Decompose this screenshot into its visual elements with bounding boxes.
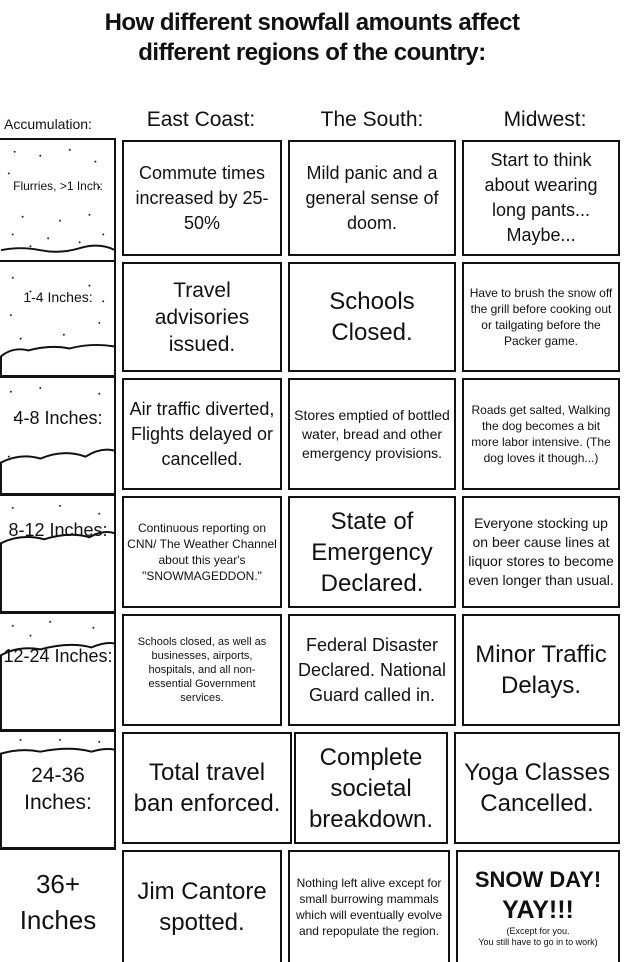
cell-east-coast — [122, 614, 282, 726]
accumulation-label — [0, 406, 116, 431]
cell-east-coast — [122, 378, 282, 490]
accumulation-label — [0, 866, 116, 938]
accumulation-line-1: 1-4 — [23, 289, 44, 305]
accumulation-line-2: Inches: — [24, 791, 92, 814]
cell-east-coast — [122, 850, 282, 962]
cell-text: Schools Closed. — [329, 288, 415, 346]
accumulation-line-2: >1 Inch: — [59, 179, 103, 193]
note-line-2: You still have to go in to work) — [478, 937, 598, 947]
cell-text: Nothing left alive except for small burrowing mammals which will eventually evolve and repopulate the region. — [295, 876, 443, 938]
accumulation-line-1: 12-24 — [3, 646, 50, 666]
header-accumulation: Accumulation: — [4, 116, 92, 132]
header-midwest: Midwest: — [503, 108, 587, 131]
note-line-1: (Except for you. — [506, 926, 570, 936]
cell-text: Yoga Classes Cancelled. — [464, 759, 610, 817]
accumulation-line-1: Flurries, — [13, 179, 57, 193]
cell-text: Travel advisories issued. — [154, 278, 250, 356]
accumulation-line-2: Inches: — [44, 408, 103, 428]
header-the-south: The South: — [320, 108, 424, 131]
accumulation-line-2: Inches — [19, 905, 97, 935]
cell-the-south — [288, 496, 456, 608]
cell-text: Air traffic diverted, Flights delayed or cancelled. — [129, 398, 275, 469]
accumulation-cell — [0, 612, 116, 730]
cell-midwest — [462, 614, 620, 726]
cell-text: Minor Traffic Delays. — [475, 641, 607, 699]
cell-text: Federal Disaster Declared. National Guard called in. — [297, 634, 447, 705]
accumulation-cell — [0, 138, 116, 260]
accumulation-label — [0, 178, 116, 194]
row-12-24-inches — [0, 612, 624, 730]
cell-midwest — [454, 732, 620, 844]
accumulation-line-1: 24-36 — [31, 764, 85, 787]
cell-the-south — [288, 262, 456, 372]
snow-dots-icon — [0, 496, 116, 612]
accumulation-label — [0, 762, 116, 816]
cell-text: Roads get salted, Walking the dog becomes a bit more labor intensive. (The dog loves it though...) — [471, 403, 611, 465]
cell-text: Have to brush the snow off the grill before cooking out or tailgating before the Packer game. — [469, 286, 613, 348]
cell-text: Everyone stocking up on beer cause lines at liquor stores to become even longer than usual. — [468, 515, 614, 588]
snow-day-text: SNOW DAY! — [474, 867, 602, 892]
accumulation-line-1: 36+ — [35, 869, 81, 899]
cell-text: State of Emergency Declared. — [311, 507, 433, 597]
snow-dots-icon — [0, 614, 116, 730]
accumulation-cell — [0, 848, 116, 960]
accumulation-line-2: Inches: — [54, 646, 113, 666]
accumulation-label — [0, 518, 116, 543]
row-24-36-inches — [0, 730, 624, 848]
cell-text: Continuous reporting on CNN/ The Weather Channel about this year's "SNOWMAGEDDON." — [127, 521, 277, 583]
title-line-2: different regions of the country: — [138, 39, 486, 66]
yay-text: YAY!!! — [502, 896, 574, 924]
row-8-12-inches — [0, 494, 624, 612]
cell-text: Schools closed, as well as businesses, airports, hospitals, and all non-essential Government services. — [137, 636, 267, 704]
cell-east-coast — [122, 732, 292, 844]
accumulation-label — [0, 288, 116, 307]
accumulation-cell — [0, 494, 116, 612]
snow-dots-icon — [0, 262, 116, 376]
row-4-8-inches — [0, 376, 624, 494]
row-flurries — [0, 138, 624, 260]
title-line-1: How different snowfall amounts affect — [104, 9, 520, 36]
cell-east-coast — [122, 496, 282, 608]
accumulation-line-2: Inches: — [47, 289, 93, 305]
cell-the-south — [288, 850, 450, 962]
chart-title — [0, 8, 624, 68]
cell-text: Stores emptied of bottled water, bread and other emergency provisions. — [294, 406, 450, 461]
cell-the-south — [294, 732, 448, 844]
cell-midwest — [462, 378, 620, 490]
accumulation-cell — [0, 260, 116, 376]
snow-dots-icon — [0, 378, 116, 494]
accumulation-label — [0, 644, 116, 669]
cell-midwest — [456, 850, 620, 962]
accumulation-cell — [0, 376, 116, 494]
cell-the-south — [288, 378, 456, 490]
accumulation-cell — [0, 730, 116, 848]
cell-text: Mild panic and a general sense of doom. — [305, 162, 439, 233]
cell-east-coast — [122, 140, 282, 256]
cell-text: Jim Cantore spotted. — [137, 878, 267, 936]
cell-midwest — [462, 496, 620, 608]
cell-midwest — [462, 140, 620, 256]
cell-the-south — [288, 614, 456, 726]
header-east-coast: East Coast: — [146, 108, 256, 131]
accumulation-line-2: Inches: — [49, 520, 108, 540]
cell-text: Commute times increased by 25-50% — [135, 162, 269, 233]
cell-east-coast — [122, 262, 282, 372]
cell-text: Start to think about wearing long pants... Maybe... — [484, 150, 598, 245]
row-36-plus-inches — [0, 848, 624, 960]
cell-text: Complete societal breakdown. — [308, 743, 434, 833]
accumulation-line-1: 4-8 — [13, 408, 40, 428]
cell-the-south — [288, 140, 456, 256]
snow-dots-icon — [0, 140, 116, 260]
accumulation-line-1: 8-12 — [8, 520, 45, 540]
cell-midwest — [462, 262, 620, 372]
cell-text: Total travel ban enforced. — [133, 759, 281, 817]
row-1-4-inches — [0, 260, 624, 376]
